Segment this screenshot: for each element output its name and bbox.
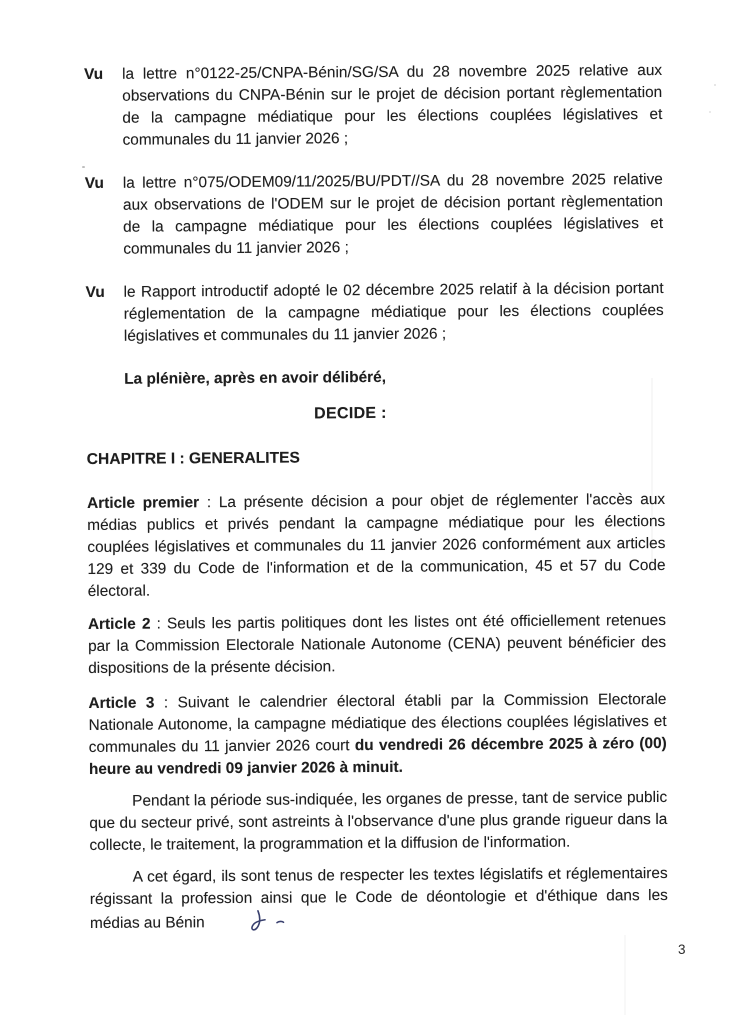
article-label: Article 3	[88, 694, 155, 712]
body-paragraph-text: A cet égard, ils sont tenus de respecter les textes législatifs et réglementaires régissant la profession ainsi que le Code de déontologie et d'éthique dans les médias au Bénin	[89, 864, 668, 932]
vu-clause-text: la lettre n°075/ODEM09/11/2025/BU/PDT//SA du 28 novembre 2025 relative aux observations de l'ODEM sur le projet de décision portant règlementation de la campagne médiatique pour les élections couplées législatives et communales du 11 janvier 2026 ;	[122, 170, 664, 258]
deliberation-line: La plénière, après en avoir délibéré,	[124, 368, 387, 388]
article-paragraph	[88, 689, 667, 781]
article-bold-tail: du vendredi 26 décembre 2025 à zéro (00) heure au vendredi 09 janvier 2026 à minuit.	[88, 734, 667, 778]
vu-label: Vu	[85, 283, 105, 301]
document-content	[84, 60, 668, 946]
vu-clause-text: le Rapport introductif adopté le 02 décembre 2025 relatif à la décision portant réglementation de la campagne médiatique pour les élections couplées législatives et communales du 11 janvier 2026 ;	[123, 279, 664, 345]
scan-speck	[709, 111, 711, 113]
vu-clause	[86, 278, 664, 348]
page-number: 3	[678, 942, 686, 957]
scan-speck	[82, 166, 85, 168]
article-separator: :	[150, 615, 168, 633]
article-paragraph	[88, 610, 666, 680]
scan-streak	[651, 378, 653, 568]
vu-clause	[85, 169, 664, 261]
article-separator: :	[154, 694, 178, 712]
article-label: Article 2	[87, 615, 151, 633]
vu-label: Vu	[84, 174, 105, 192]
article-paragraph	[87, 489, 666, 603]
handwritten-paraph-icon	[206, 910, 289, 946]
body-paragraph	[90, 863, 669, 946]
article-separator: :	[199, 494, 219, 512]
body-paragraph: Pendant la période sus-indiquée, les organes de presse, tant de service public que du secteur privé, sont astreints à l'observance d'une plus grande rigueur dans la collecte, le traitement, la programmation et la diffusion de l'information.	[89, 788, 668, 854]
vu-clause-text: la lettre n°0122-25/CNPA-Bénin/SG/SA du 28 novembre 2025 relative aux observations du CNPA-Bénin sur le projet de décision portant règlementation de la campagne médiatique pour les élections couplées législatives et communales du 11 janvier 2026 ;	[122, 61, 663, 149]
scan-speck	[714, 84, 716, 86]
decide-heading: DECIDE :	[314, 404, 387, 423]
chapter-heading: CHAPITRE I : GENERALITES	[86, 449, 300, 468]
article-text: Suivant le calendrier électoral établi par la Commission Electorale Nationale Autonome, la campagne médiatique des élections couplées législatives et communales du 11 janvier 2026 court	[88, 690, 667, 756]
article-text: Seuls les partis politiques dont les listes ont été officiellement retenues par la Commission Electorale Nationale Autonome (CENA) peuvent bénéficier des dispositions de la présente décision.	[88, 611, 667, 677]
vu-clause	[84, 60, 663, 152]
vu-label: Vu	[84, 65, 104, 83]
article-label: Article premier	[87, 494, 200, 512]
scan-streak	[624, 935, 626, 1015]
article-text: La présente décision a pour objet de réglementer l'accès aux médias publics et privés pendant la campagne médiatique pour les élections couplées législatives et communales du 11 janvier 2026 conformément aux articles 129 et 339 du Code de l'information et de la communication, 45 et 57 du Code électoral.	[87, 490, 666, 600]
